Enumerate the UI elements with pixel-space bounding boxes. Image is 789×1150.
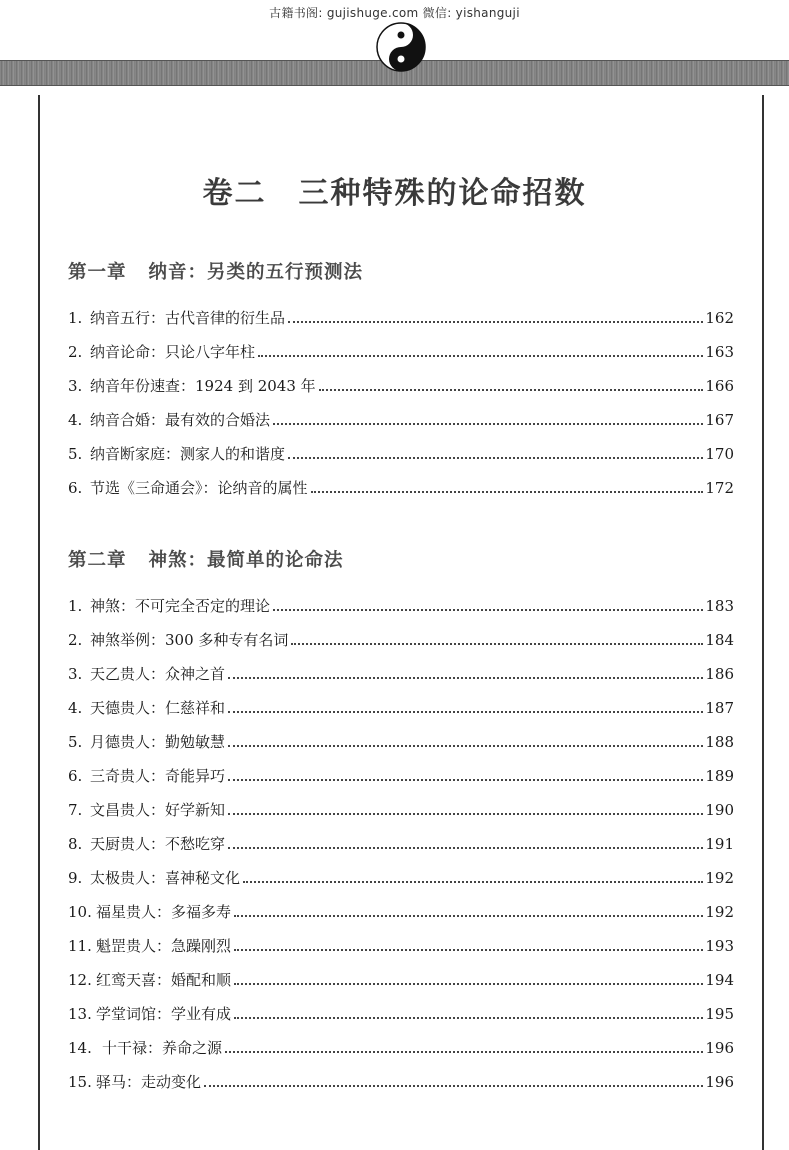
entry-title: 神煞举例：300 多种专有名词 — [90, 631, 289, 649]
toc-entry[interactable] — [68, 626, 734, 650]
entry-number: 10. — [68, 903, 92, 921]
entry-title: 天乙贵人：众神之首 — [90, 665, 226, 683]
entry-title: 太极贵人：喜神秘文化 — [90, 869, 241, 887]
toc-entry[interactable] — [68, 406, 734, 430]
entry-title: 福星贵人：多福多寿 — [96, 903, 232, 921]
leader-dots — [243, 881, 703, 883]
entry-page: 192 — [705, 869, 734, 887]
toc-entry[interactable] — [68, 304, 734, 328]
entry-page: 170 — [705, 445, 734, 463]
leader-dots — [291, 643, 703, 645]
entry-number: 2. — [68, 631, 83, 649]
entry-number: 6. — [68, 479, 83, 497]
entry-title: 天德贵人：仁慈祥和 — [90, 699, 226, 717]
leader-dots — [228, 813, 703, 815]
entry-page: 183 — [705, 597, 734, 615]
entry-page: 188 — [705, 733, 734, 751]
entry-page: 196 — [705, 1073, 734, 1091]
entry-page: 194 — [705, 971, 734, 989]
toc-entry[interactable] — [68, 1068, 734, 1092]
entry-title: 三奇贵人：奇能异巧 — [90, 767, 226, 785]
leader-dots — [258, 355, 703, 357]
leader-dots — [311, 491, 704, 493]
entry-number: 3. — [68, 665, 83, 683]
entry-title: 驿马：走动变化 — [96, 1073, 202, 1091]
leader-dots — [228, 711, 703, 713]
leader-dots — [204, 1085, 703, 1087]
leader-dots — [228, 779, 703, 781]
toc-entry[interactable] — [68, 864, 734, 888]
entry-title: 纳音年份速查：1924 到 2043 年 — [90, 377, 316, 395]
leader-dots — [225, 1051, 703, 1053]
entry-number: 15. — [68, 1073, 92, 1091]
toc-entry[interactable] — [68, 1034, 734, 1058]
entry-title: 红鸾天喜：婚配和顺 — [96, 971, 232, 989]
leader-dots — [234, 1017, 703, 1019]
entry-title: 纳音论命：只论八字年柱 — [90, 343, 256, 361]
entry-title: 月德贵人：勤勉敏慧 — [90, 733, 226, 751]
leader-dots — [273, 423, 703, 425]
entry-number: 4. — [68, 699, 83, 717]
entry-title: 学堂词馆：学业有成 — [96, 1005, 232, 1023]
chapter-heading-1 — [68, 258, 363, 284]
entry-title: 文昌贵人：好学新知 — [90, 801, 226, 819]
entry-page: 163 — [705, 343, 734, 361]
entry-page: 166 — [705, 377, 734, 395]
entry-number: 8. — [68, 835, 83, 853]
entry-page: 187 — [705, 699, 734, 717]
toc-entry[interactable] — [68, 932, 734, 956]
entry-number: 1. — [68, 309, 83, 327]
entry-number: 7. — [68, 801, 83, 819]
chapter-title: 纳音：另类的五行预测法 — [148, 262, 364, 283]
entry-page: 184 — [705, 631, 734, 649]
entry-page: 195 — [705, 1005, 734, 1023]
entry-title: 十干禄：养命之源 — [102, 1039, 223, 1057]
toc-entry[interactable] — [68, 966, 734, 990]
entry-number: 6. — [68, 767, 83, 785]
taiji-icon — [376, 22, 426, 72]
entry-page: 192 — [705, 903, 734, 921]
entry-number: 14. — [68, 1039, 92, 1057]
page-border-left — [38, 95, 40, 1150]
leader-dots — [234, 915, 703, 917]
entry-number: 9. — [68, 869, 83, 887]
volume-title: 卷二 三种特殊的论命招数 — [202, 176, 587, 211]
toc-entry[interactable] — [68, 796, 734, 820]
toc-entry[interactable] — [68, 728, 734, 752]
entry-number: 1. — [68, 597, 83, 615]
leader-dots — [228, 847, 703, 849]
entry-page: 190 — [705, 801, 734, 819]
watermark-text: 古籍书阁: gujishuge.com 微信: yishanguji — [269, 6, 520, 20]
entry-title: 节选《三命通会》：论纳音的属性 — [90, 479, 308, 497]
toc-entry[interactable] — [68, 338, 734, 362]
leader-dots — [319, 389, 704, 391]
page-border-right — [762, 95, 764, 1150]
leader-dots — [288, 321, 703, 323]
toc-entry[interactable] — [68, 474, 734, 498]
entry-page: 189 — [705, 767, 734, 785]
entry-title: 纳音五行：古代音律的衍生品 — [90, 309, 286, 327]
entry-title: 魁罡贵人：急躁刚烈 — [96, 937, 232, 955]
entry-title: 神煞：不可完全否定的理论 — [90, 597, 271, 615]
entry-title: 纳音合婚：最有效的合婚法 — [90, 411, 271, 429]
entry-title: 纳音断家庭：测家人的和谐度 — [90, 445, 286, 463]
entry-number: 11. — [68, 937, 92, 955]
chapter-label: 第一章 — [68, 262, 127, 283]
entry-page: 191 — [705, 835, 734, 853]
leader-dots — [234, 949, 703, 951]
entry-page: 172 — [705, 479, 734, 497]
entry-number: 3. — [68, 377, 83, 395]
chapter-label: 第二章 — [68, 550, 127, 571]
entry-page: 167 — [705, 411, 734, 429]
toc-entry[interactable] — [68, 592, 734, 616]
leader-dots — [228, 677, 703, 679]
toc-entry[interactable] — [68, 830, 734, 854]
entry-number: 12. — [68, 971, 92, 989]
toc-entry[interactable] — [68, 372, 734, 396]
leader-dots — [273, 609, 703, 611]
toc-entry[interactable] — [68, 762, 734, 786]
entry-page: 186 — [705, 665, 734, 683]
chapter-heading-2 — [68, 546, 344, 572]
toc-entry[interactable] — [68, 694, 734, 718]
entry-title: 天厨贵人：不愁吃穿 — [90, 835, 226, 853]
entry-number: 13. — [68, 1005, 92, 1023]
entry-number: 5. — [68, 445, 83, 463]
entry-page: 196 — [705, 1039, 734, 1057]
chapter-title: 神煞：最简单的论命法 — [148, 550, 344, 571]
entry-page: 162 — [705, 309, 734, 327]
toc-entry[interactable] — [68, 1000, 734, 1024]
entry-number: 4. — [68, 411, 83, 429]
toc-entry[interactable] — [68, 898, 734, 922]
toc-entry[interactable] — [68, 440, 734, 464]
leader-dots — [234, 983, 703, 985]
entry-number: 5. — [68, 733, 83, 751]
leader-dots — [288, 457, 703, 459]
leader-dots — [228, 745, 703, 747]
entry-number: 2. — [68, 343, 83, 361]
entry-page: 193 — [705, 937, 734, 955]
toc-entry[interactable] — [68, 660, 734, 684]
